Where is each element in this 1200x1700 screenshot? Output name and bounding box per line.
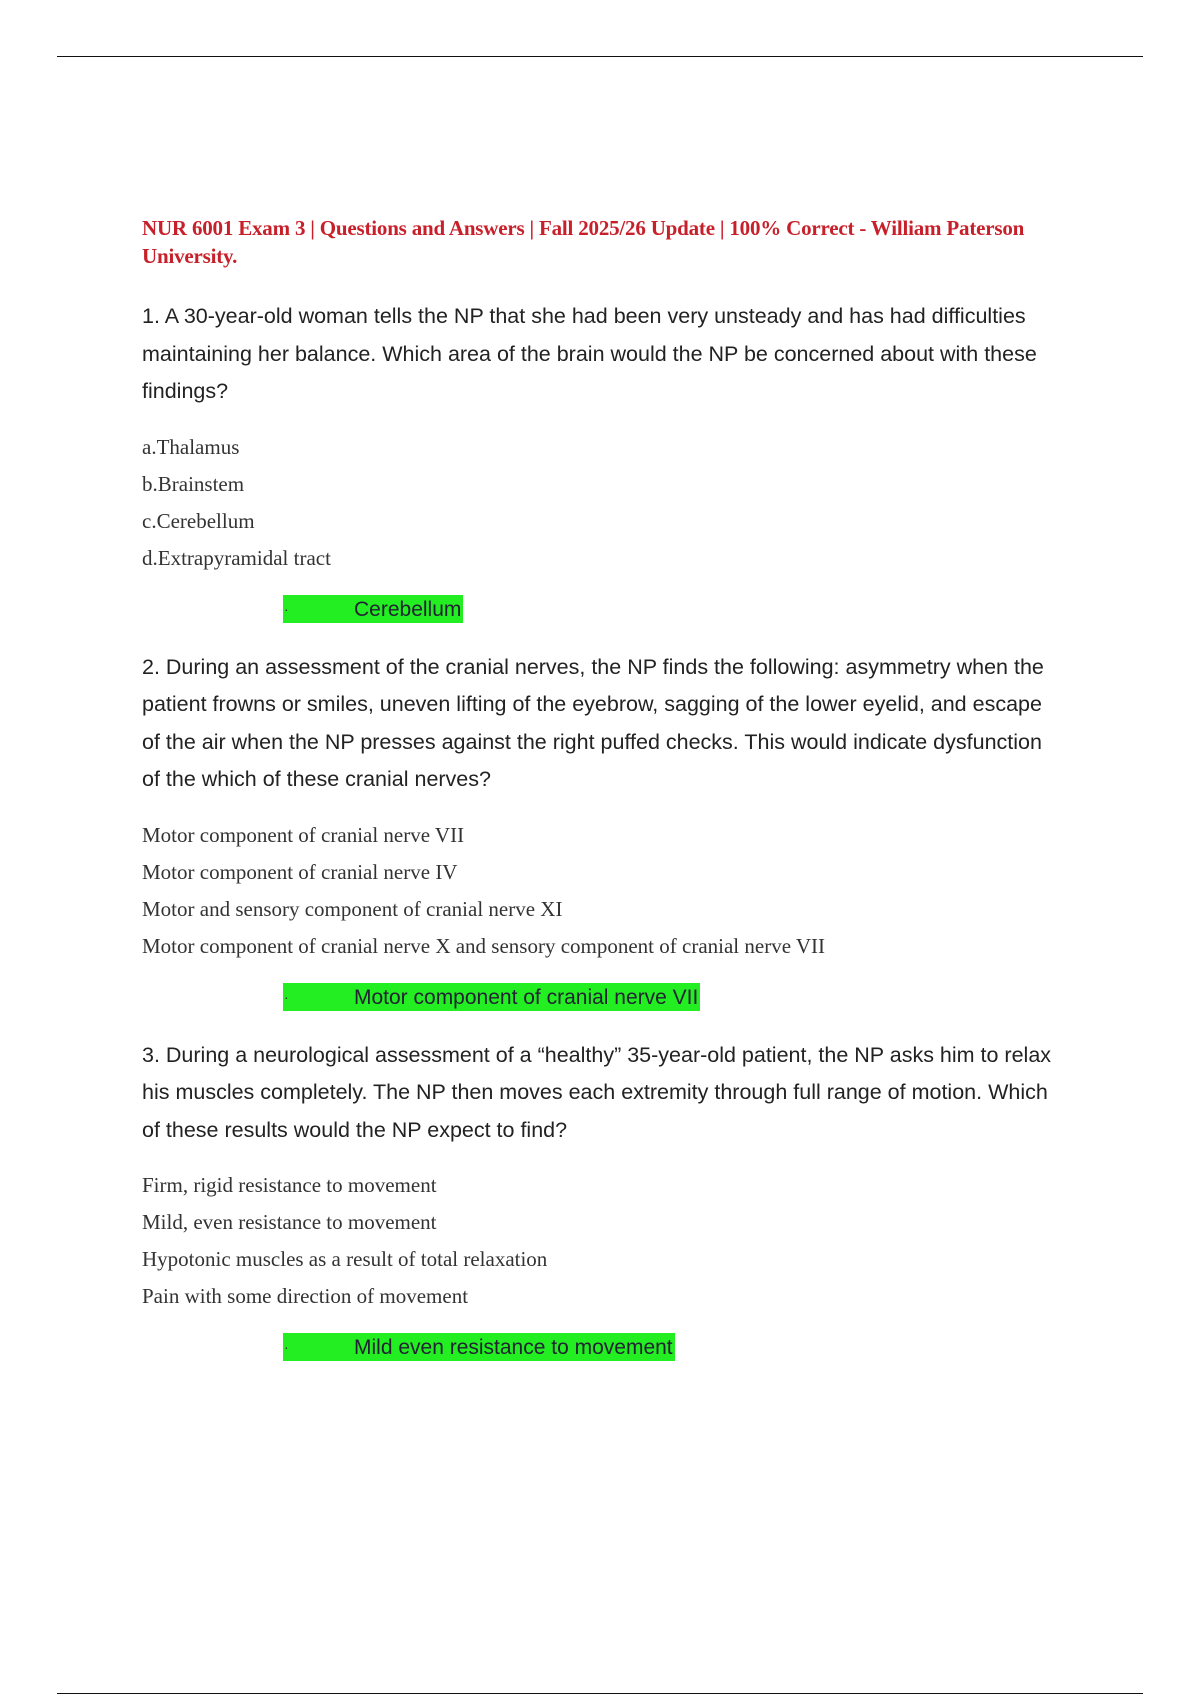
- option-item: Motor component of cranial nerve VII: [142, 822, 465, 847]
- answer-text: Mild even resistance to movement: [354, 1336, 673, 1359]
- option-item: b.Brainstem: [142, 471, 245, 496]
- document-title: NUR 6001 Exam 3 | Questions and Answers | Fall 2025/26 Update | 100% Correct - William Paterson University.: [142, 216, 1025, 268]
- question-text: 1. A 30-year-old woman tells the NP that she had been very unsteady and has had difficulties maintaining her balance. Which area of the brain would the NP be concerned about with these findings?: [142, 304, 1037, 403]
- answer-bullet: ·: [284, 1339, 289, 1355]
- option-item: Mild, even resistance to movement: [142, 1210, 437, 1234]
- document-body: [142, 214, 1062, 1387]
- answer-text: Motor component of cranial nerve VII: [354, 985, 699, 1009]
- answer-bullet: ·: [284, 600, 289, 617]
- option-item: Motor component of cranial nerve X and sensory component of cranial nerve VII: [142, 933, 826, 958]
- option-list: [142, 429, 1062, 577]
- option-list: [142, 1167, 1062, 1315]
- option-item: d.Extrapyramidal tract: [142, 545, 331, 570]
- answer-text: Cerebellum: [354, 597, 462, 621]
- top-rule: [57, 56, 1143, 57]
- option-item: Hypotonic muscles as a result of total relaxation: [142, 1247, 548, 1271]
- bottom-rule: [57, 1693, 1143, 1694]
- question-text: 2. During an assessment of the cranial nerves, the NP finds the following: asymmetry when the patient frowns or smiles, uneven lifting of the eyebrow, sagging of the lower eyelid, and escape of the air when the NP presses against the right puffed checks. This would indicate dysfunction of the which of these cranial nerves?: [142, 654, 1044, 791]
- question-1: [142, 298, 1062, 627]
- question-text: 3. During a neurological assessment of a “healthy” 35-year-old patient, the NP asks him to relax his muscles completely. The NP then moves each extremity through full range of motion. Which of these results would the NP expect to find?: [142, 1042, 1052, 1142]
- option-item: Firm, rigid resistance to movement: [142, 1173, 437, 1197]
- answer-highlight: [283, 983, 700, 1011]
- option-item: Motor component of cranial nerve IV: [142, 859, 458, 884]
- answer-highlight: [283, 595, 463, 623]
- option-list: [142, 817, 1062, 965]
- question-3: [142, 1037, 1062, 1366]
- question-2: [142, 649, 1062, 1015]
- option-item: c.Cerebellum: [142, 508, 255, 533]
- answer-highlight: [283, 1333, 675, 1361]
- answer-bullet: ·: [284, 988, 289, 1005]
- option-item: Pain with some direction of movement: [142, 1284, 469, 1308]
- option-item: a.Thalamus: [142, 434, 240, 459]
- option-item: Motor and sensory component of cranial nerve XI: [142, 896, 563, 921]
